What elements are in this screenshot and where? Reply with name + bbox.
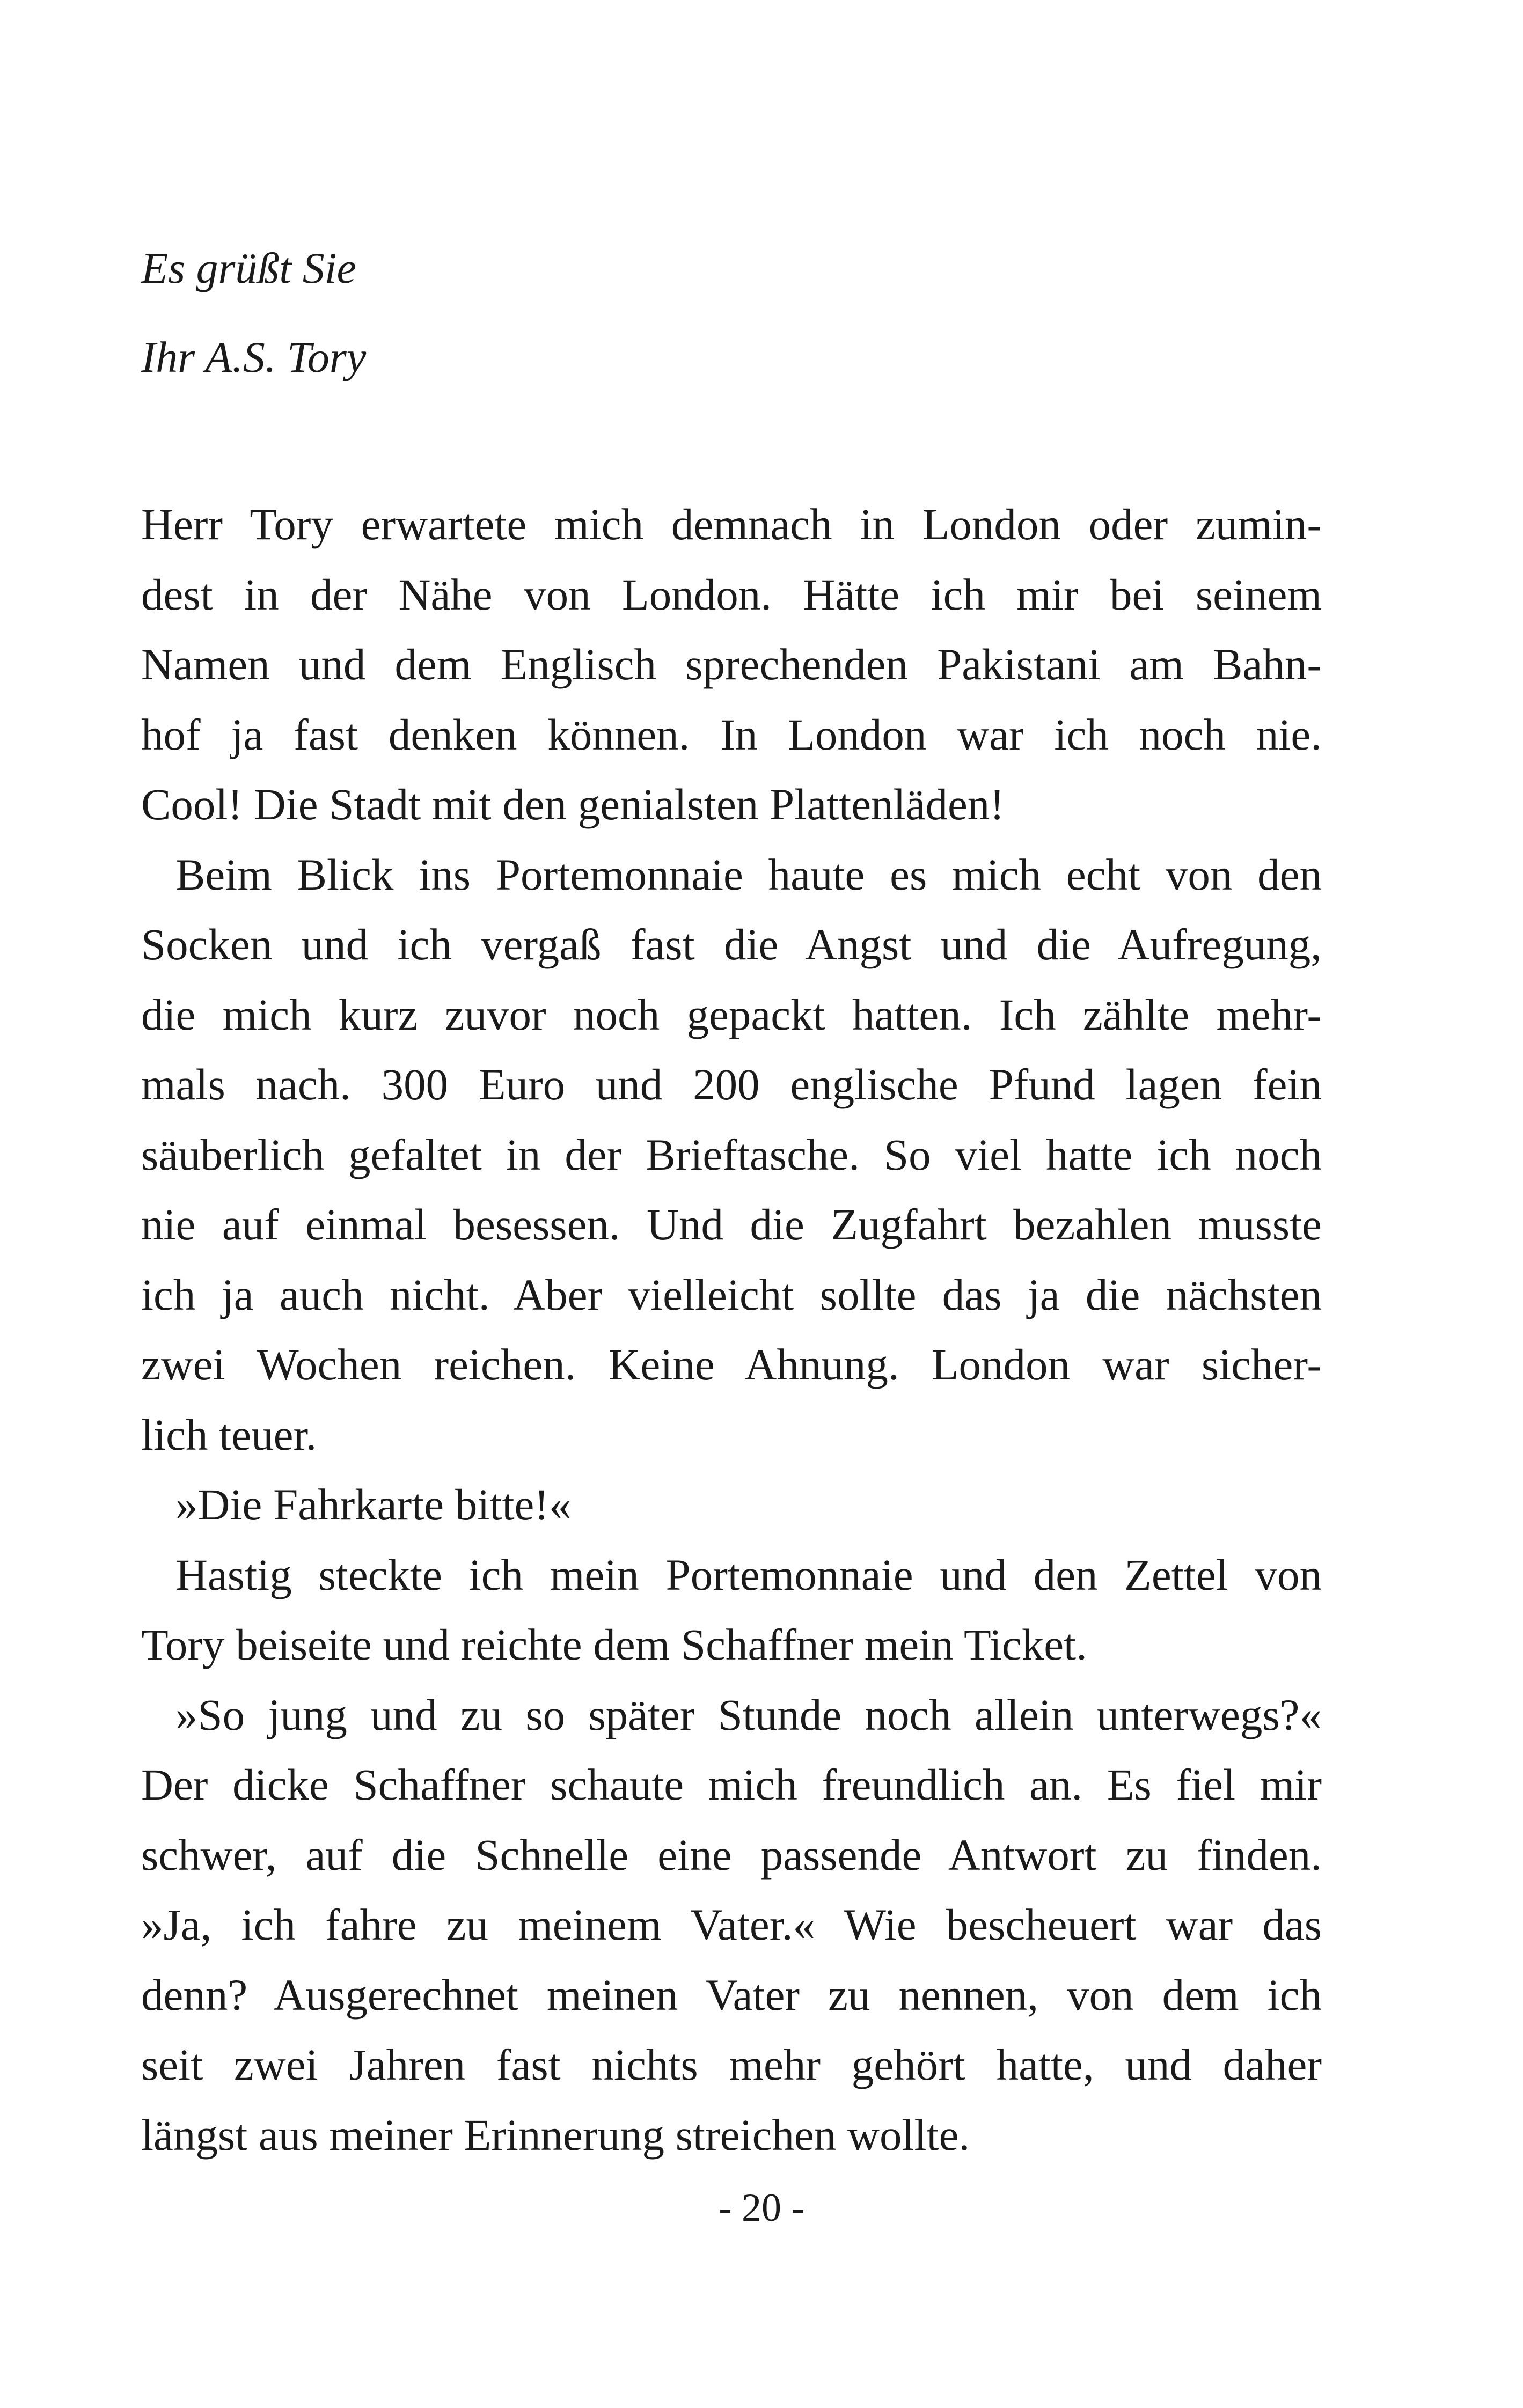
text-line: Namen und dem Englisch sprechenden Pakistani am Bahn- [141,640,1322,689]
text-line: lich teuer. [141,1409,317,1459]
letter-signature: Ihr A.S. Tory [141,333,367,381]
text-line: längst aus meiner Erinnerung streichen wollte. [141,2110,970,2160]
text-line: Cool! Die Stadt mit den genialsten Plattenläden! [141,780,1005,829]
text-line: Tory beiseite und reichte dem Schaffner mein Ticket. [141,1620,1087,1669]
text-line: zwei Wochen reichen. Keine Ahnung. London war sicher- [141,1340,1322,1389]
letter-greeting: Es grüßt Sie [141,244,356,292]
text-line: nie auf einmal besessen. Und die Zugfahrt bezahlen musste [141,1200,1322,1249]
text-line: Der dicke Schaffner schaute mich freundlich an. Es fiel mir [141,1760,1322,1809]
text-line: seit zwei Jahren fast nichts mehr gehört hatte, und daher [141,2040,1322,2089]
text-line: hof ja fast denken können. In London war ich noch nie. [141,709,1322,759]
text-line: Hastig steckte ich mein Portemonnaie und den Zettel von [175,1550,1322,1599]
text-line: schwer, auf die Schnelle eine passende Antwort zu finden. [141,1830,1322,1880]
text-line: Herr Tory erwartete mich demnach in London oder zumin- [141,500,1322,549]
text-line: Socken und ich vergaß fast die Angst und die Aufregung, [141,920,1322,969]
text-line: »Ja, ich fahre zu meinem Vater.« Wie bescheuert war das [141,1900,1322,1949]
text-line: mals nach. 300 Euro und 200 englische Pfund lagen fein [141,1060,1322,1109]
page-number: - 20 - [718,2186,805,2230]
text-line: säuberlich gefaltet in der Brieftasche. So viel hatte ich noch [141,1129,1322,1179]
text-line: ich ja auch nicht. Aber vielleicht sollte das ja die nächsten [141,1269,1322,1319]
text-line: »Die Fahrkarte bitte!« [175,1480,572,1529]
text-line: Beim Blick ins Portemonnaie haute es mich echt von den [175,849,1322,899]
text-line: die mich kurz zuvor noch gepackt hatten. Ich zählte mehr- [141,989,1322,1039]
text-line: »So jung und zu so später Stunde noch allein unterwegs?« [175,1690,1322,1739]
body-text [141,489,1322,2170]
text-line: dest in der Nähe von London. Hätte ich mir bei seinem [141,569,1322,619]
text-line: denn? Ausgerechnet meinen Vater zu nennen, von dem ich [141,1970,1322,2020]
